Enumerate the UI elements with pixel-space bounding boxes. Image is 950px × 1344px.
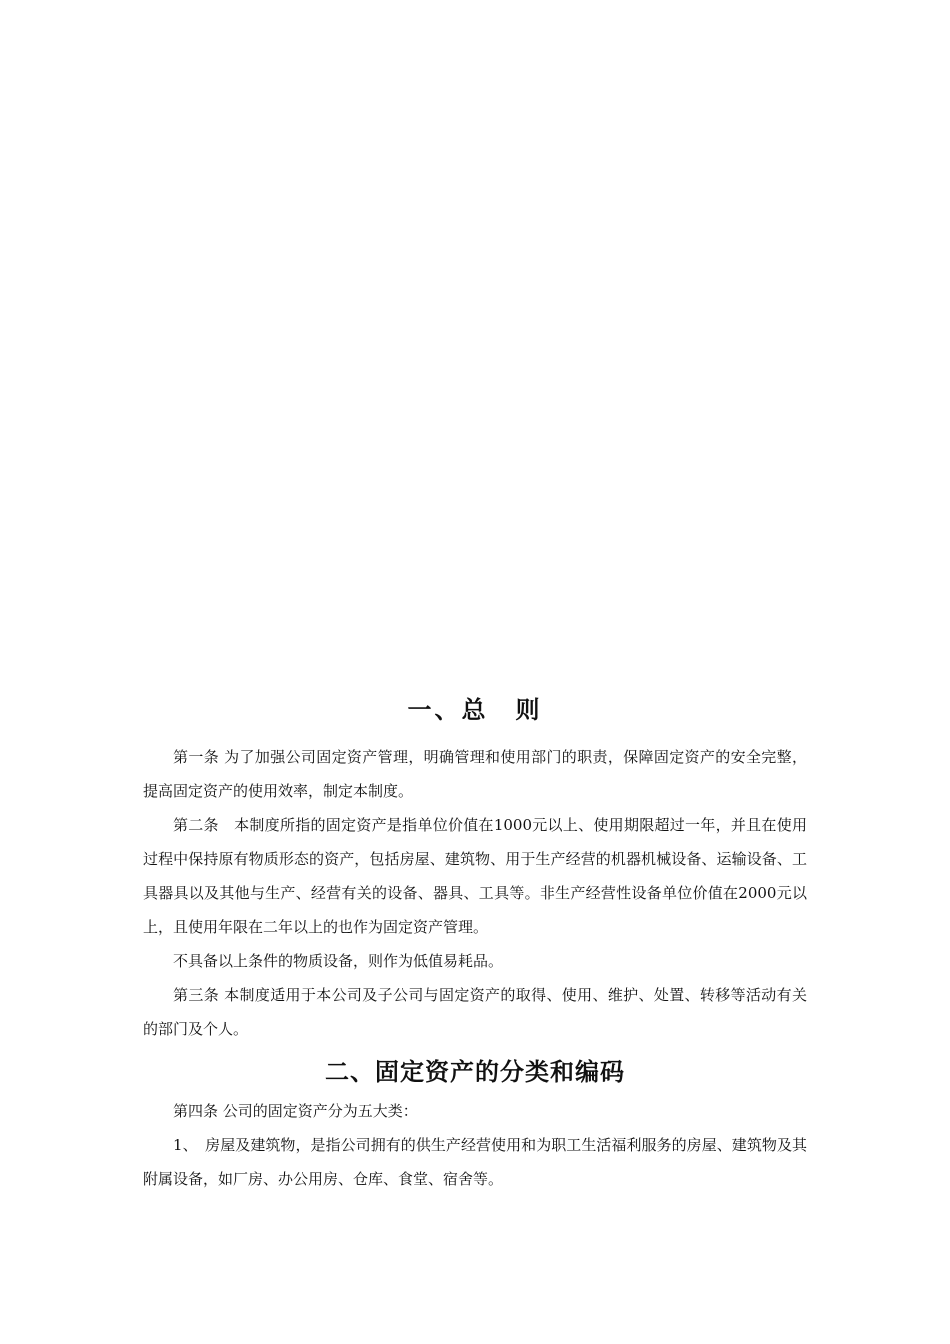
paragraph-article-1: 第一条 为了加强公司固定资产管理，明确管理和使用部门的职责，保障固定资产的安全完整，提高固定资产的使用效率，制定本制度。 xyxy=(143,748,807,800)
document-body xyxy=(143,692,807,1196)
paragraph-article-3: 第三条 本制度适用于本公司及子公司与固定资产的取得、使用、维护、处置、转移等活动有关的部门及个人。 xyxy=(143,986,807,1038)
paragraph-article-4: 第四条 公司的固定资产分为五大类： xyxy=(173,1102,418,1120)
paragraph-article-2: 第二条 本制度所指的固定资产是指单位价值在1000元以上、使用期限超过一年，并且在使用过程中保持原有物质形态的资产，包括房屋、建筑物、用于生产经营的机器机械设备、运输设备、工具器具以及其他与生产、经营有关的设备、器具、工具等。非生产经营性设备单位价值在2000元以上，且使用年限在二年以上的也作为固定资产管理。 xyxy=(143,816,807,936)
paragraph-item-1-buildings: 1、 房屋及建筑物，是指公司拥有的供生产经营使用和为职工生活福利服务的房屋、建筑物及其附属设备，如厂房、办公用房、仓库、食堂、宿舍等。 xyxy=(143,1136,807,1188)
section-heading-general-provisions: 一、总 则 xyxy=(407,696,543,724)
section-heading-classification: 二、固定资产的分类和编码 xyxy=(325,1058,625,1086)
paragraph-low-value-consumables: 不具备以上条件的物质设备，则作为低值易耗品。 xyxy=(173,952,504,970)
